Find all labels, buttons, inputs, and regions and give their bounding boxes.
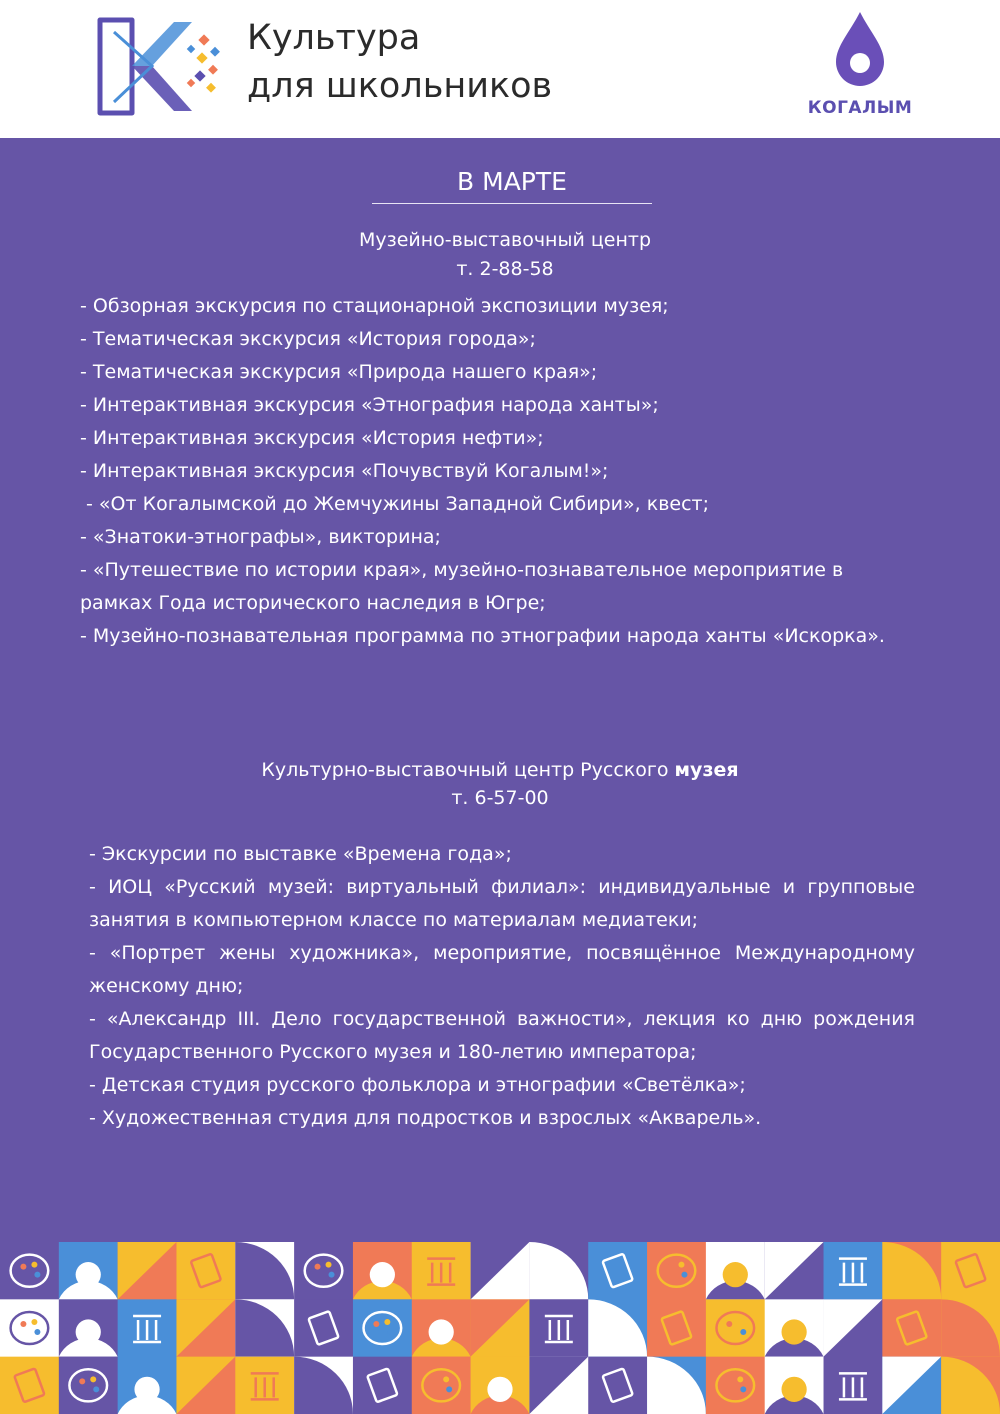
list-item: - «Александр III. Дело государственной важности», лекция ко дню рождения Государственного Русского музея и 180-летию императора;: [89, 1008, 915, 1063]
list-item: - Тематическая экскурсия «Природа нашего края»;: [80, 361, 598, 383]
pattern-tile: [59, 1299, 118, 1357]
list-item: - Экскурсии по выставке «Времена года»;: [89, 843, 512, 865]
pattern-tile: [412, 1242, 471, 1300]
sun-icon: [134, 1377, 159, 1402]
list-item: - Обзорная экскурсия по стационарной экспозиции музея;: [80, 295, 669, 317]
list-item: - ИОЦ «Русский музей: виртуальный филиал»: индивидуальные и групповые занятия в компьютерном классе по материалам медиатеки;: [89, 876, 915, 931]
pattern-tile: [235, 1357, 294, 1414]
sun-icon: [782, 1377, 807, 1402]
pattern-tile: [529, 1299, 588, 1357]
sun-icon: [782, 1319, 807, 1344]
pattern-tile: [529, 1242, 588, 1300]
page-title: В МАРТЕ: [457, 167, 567, 196]
pattern-tile: [647, 1242, 706, 1300]
pattern-tile: [176, 1242, 235, 1300]
pattern-tile: [529, 1357, 588, 1414]
pattern-tile: [647, 1357, 706, 1414]
kogalym-logo: [800, 10, 920, 125]
pattern-tile: [294, 1242, 353, 1300]
pattern-tile: [824, 1299, 883, 1357]
section-2-name-bold: музея: [674, 759, 739, 781]
pattern-tile: [588, 1299, 647, 1357]
pattern-tile: [824, 1242, 883, 1300]
kogalym-city-name: КОГАЛЫМ: [807, 98, 913, 118]
list-item: - «Портрет жены художника», мероприятие, посвящённое Международному женскому дню;: [89, 942, 915, 997]
pattern-tile: [59, 1357, 118, 1414]
header: [0, 0, 1000, 138]
decorative-pattern: [0, 1242, 1000, 1414]
pattern-tile: [0, 1299, 59, 1357]
section-2-name: [0, 756, 1000, 784]
pattern-tile: [353, 1357, 412, 1414]
pattern-tile: [706, 1299, 765, 1357]
section-2-list: [89, 838, 915, 1135]
pattern-tile: [412, 1357, 471, 1414]
sun-icon: [76, 1262, 101, 1287]
brand-title: [247, 14, 552, 110]
pattern-tile: [706, 1242, 765, 1300]
pattern-tile: [235, 1242, 294, 1300]
pattern-tile: [588, 1357, 647, 1414]
pattern-tile: [941, 1299, 1000, 1357]
pattern-tile: [353, 1299, 412, 1357]
pattern-tile: [118, 1242, 177, 1300]
section-2-phone: т. 6-57-00: [451, 787, 549, 809]
brand-title-line-1: Культура: [247, 18, 421, 58]
list-item: - Интерактивная экскурсия «Этнография народа ханты»;: [80, 394, 659, 416]
sun-icon: [429, 1319, 454, 1344]
list-item: - «Знатоки-этнографы», викторина;: [80, 526, 441, 548]
section-2-name-prefix: Культурно-выставочный центр Русского: [261, 759, 675, 781]
sun-icon: [723, 1262, 748, 1287]
pattern-tile: [294, 1299, 353, 1357]
list-item: - Интерактивная экскурсия «Почувствуй Когалым!»;: [80, 460, 609, 482]
pattern-tile: [588, 1242, 647, 1300]
pattern-tile: [882, 1299, 941, 1357]
pattern-tile: [882, 1357, 941, 1414]
list-item: - Детская студия русского фольклора и этнографии «Светёлка»;: [89, 1074, 746, 1096]
pattern-tile: [235, 1299, 294, 1357]
list-item: - Тематическая экскурсия «История города»;: [80, 328, 536, 350]
pattern-tile: [824, 1357, 883, 1414]
pattern-tile: [412, 1299, 471, 1357]
sun-icon: [76, 1319, 101, 1344]
section-1-phone: т. 2-88-58: [456, 258, 554, 280]
pattern-tile: [882, 1242, 941, 1300]
pattern-tile: [471, 1242, 530, 1300]
section-1-list: [80, 290, 920, 653]
main-content: [0, 138, 1000, 1242]
sun-icon: [370, 1262, 395, 1287]
pattern-tile: [941, 1357, 1000, 1414]
pattern-tile: [294, 1357, 353, 1414]
pattern-tile: [471, 1299, 530, 1357]
sun-icon: [487, 1377, 512, 1402]
pattern-tile: [765, 1357, 824, 1414]
section-1-name: Музейно-выставочный центр: [358, 229, 652, 251]
pattern-tile: [471, 1357, 530, 1414]
pattern-tile: [176, 1299, 235, 1357]
pattern-tile: [765, 1299, 824, 1357]
brand-title-line-2: для школьников: [247, 66, 553, 106]
pattern-tile: [647, 1299, 706, 1357]
list-item: - Музейно-познавательная программа по этнографии народа ханты «Искорка».: [80, 625, 885, 647]
pattern-tile: [118, 1357, 177, 1414]
pattern-tile: [118, 1299, 177, 1357]
kogalym-drop-icon: [832, 10, 888, 90]
list-item: - «От Когалымской до Жемчужины Западной Сибири», квест;: [80, 493, 709, 515]
pattern-tile: [0, 1242, 59, 1300]
title-underline: [372, 203, 652, 204]
pattern-tile: [706, 1357, 765, 1414]
list-item: - «Путешествие по истории края», музейно-познавательное мероприятие в рамках Года исторического наследия в Югре;: [80, 559, 844, 614]
pattern-tile: [941, 1242, 1000, 1300]
pattern-tile: [765, 1242, 824, 1300]
pattern-tile: [353, 1242, 412, 1300]
pattern-tile: [176, 1357, 235, 1414]
brand-logo-k-icon: [92, 14, 227, 119]
pattern-tile: [59, 1242, 118, 1300]
list-item: - Художественная студия для подростков и взрослых «Акварель».: [89, 1107, 762, 1129]
pattern-tile: [0, 1357, 59, 1414]
list-item: - Интерактивная экскурсия «История нефти»;: [80, 427, 544, 449]
